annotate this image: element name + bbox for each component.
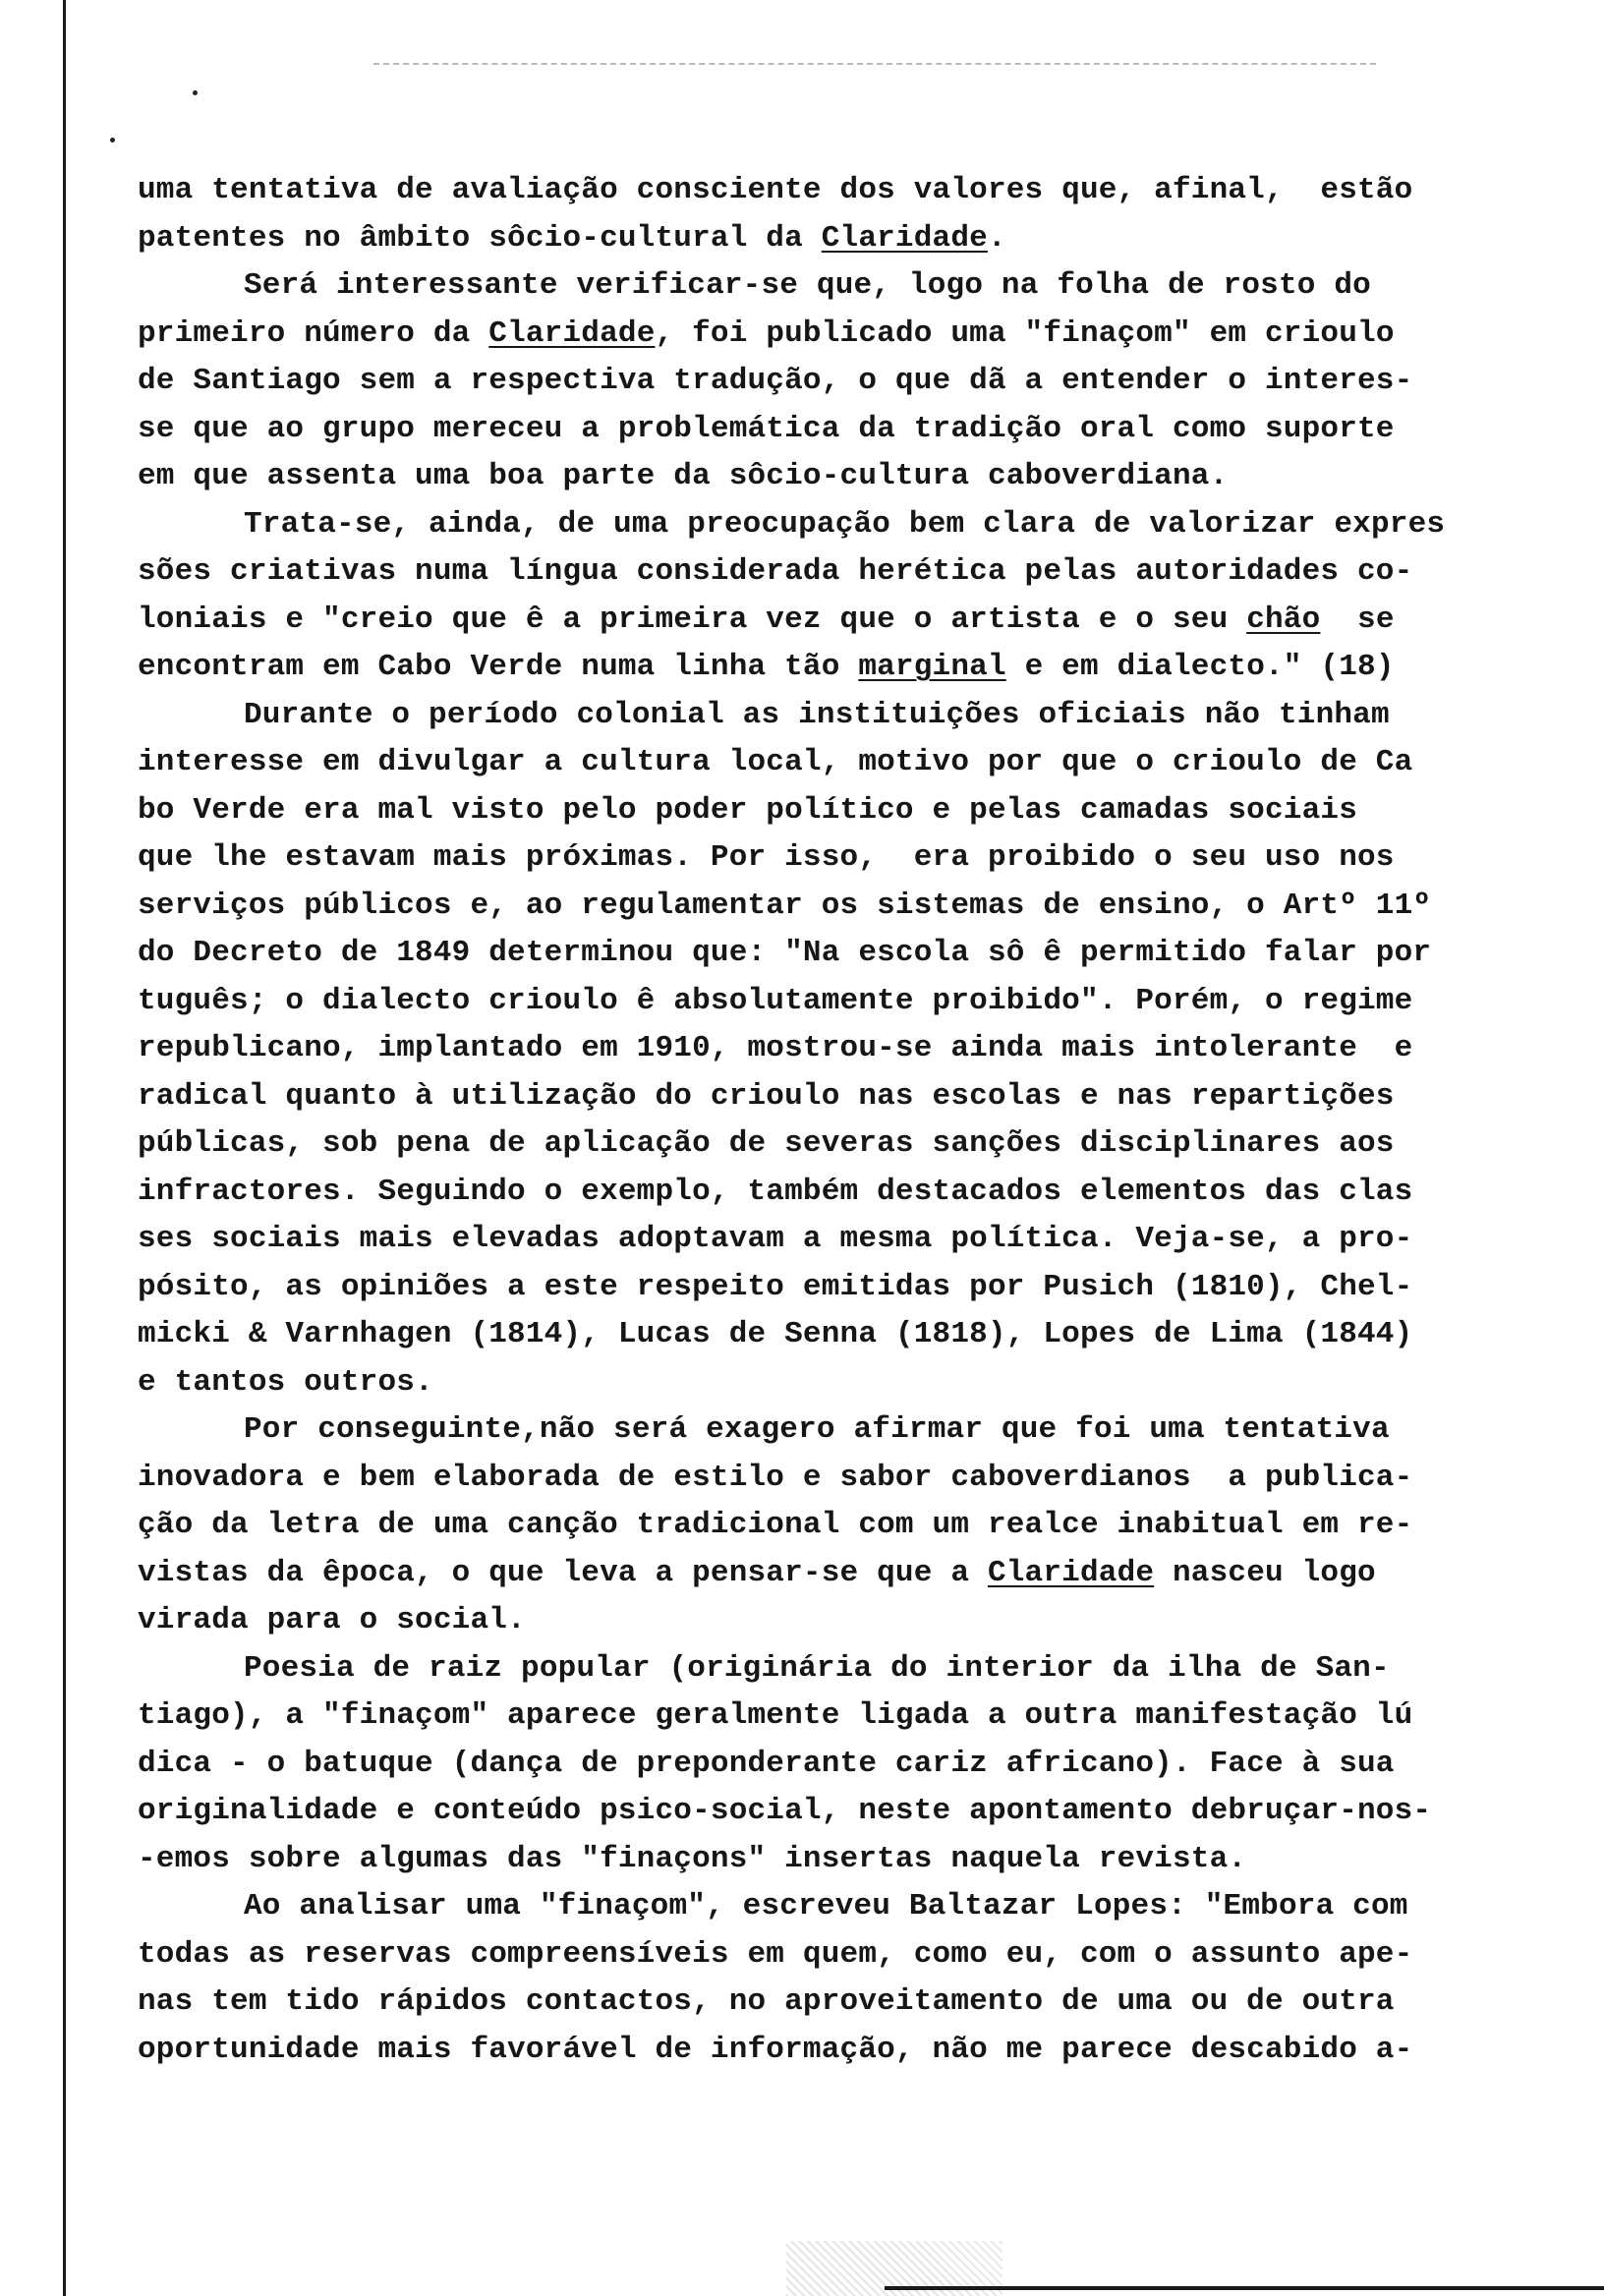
text-run: serviços públicos e, ao regulamentar os sistemas de ensino, o Artº 11º [138, 888, 1432, 923]
text-run: se que ao grupo mereceu a problemática da tradição oral como suporte [138, 411, 1395, 446]
text-run: pósito, as opiniões a este respeito emitidas por Pusich (1810), Chel- [138, 1269, 1413, 1304]
text-line [138, 262, 1543, 311]
text-line [138, 644, 1543, 692]
text-line [138, 1836, 1543, 1884]
text-line [138, 1406, 1543, 1455]
text-run: dica - o batuque (dança de preponderante cariz africano). Face à sua [138, 1746, 1395, 1781]
text-line [138, 215, 1543, 263]
text-line [138, 883, 1543, 931]
text-run: vistas da êpoca, o que leva a pensar-se que a [138, 1555, 988, 1590]
text-line [138, 597, 1543, 645]
text-run: Será interessante verificar-se que, logo na folha de rosto do [244, 268, 1371, 303]
text-run: uma tentativa de avaliação consciente dos valores que, afinal, estão [138, 173, 1413, 207]
text-line [138, 453, 1543, 501]
text-line [138, 1931, 1543, 1980]
text-line [138, 548, 1543, 597]
text-line [138, 1788, 1543, 1836]
underlined-term: marginal [858, 650, 1006, 684]
text-line [138, 834, 1543, 883]
scan-speck [193, 90, 198, 95]
text-run: de Santiago sem a respectiva tradução, o que dã a entender o interes- [138, 364, 1413, 398]
text-line [138, 1597, 1543, 1645]
underlined-term: chão [1246, 602, 1321, 637]
text-run: ses sociais mais elevadas adoptavam a mesma política. Veja-se, a pro- [138, 1222, 1413, 1256]
text-line [138, 1073, 1543, 1121]
text-line [138, 1216, 1543, 1264]
text-run: -emos sobre algumas das "finaçons" insertas naquela revista. [138, 1841, 1247, 1876]
text-run: encontram em Cabo Verde numa linha tão [138, 650, 859, 684]
text-run: ção da letra de uma canção tradicional com um realce inabitual em re- [138, 1508, 1413, 1542]
text-run: que lhe estavam mais próximas. Por isso, era proibido o seu uso nos [138, 840, 1395, 875]
text-run: sões criativas numa língua considerada herética pelas autoridades co- [138, 554, 1413, 589]
text-run: todas as reservas compreensíveis em quem, como eu, com o assunto ape- [138, 1936, 1413, 1972]
text-line [138, 692, 1543, 740]
text-run: loniais e "creio que ê a primeira vez que o artista e o seu [138, 602, 1247, 637]
text-run: Poesia de raiz popular (originária do interior da ilha de San- [244, 1650, 1390, 1686]
text-line [138, 167, 1543, 215]
text-run: se [1320, 602, 1395, 637]
text-line [138, 1502, 1543, 1550]
text-run: republicano, implantado em 1910, mostrou-se ainda mais intolerante e [138, 1031, 1413, 1065]
text-line [138, 1455, 1543, 1503]
text-run: tiago), a "finaçom" aparece geralmente ligada a outra manifestação lú [138, 1698, 1413, 1733]
text-run: primeiro número da [138, 316, 489, 351]
text-line [138, 1741, 1543, 1789]
text-line [138, 1979, 1543, 2027]
text-line [138, 1025, 1543, 1073]
underlined-term: Claridade [987, 1555, 1155, 1590]
text-run: inovadora e bem elaborada de estilo e sabor caboverdianos a publica- [138, 1460, 1413, 1495]
text-line [138, 1693, 1543, 1741]
text-line [138, 1311, 1543, 1359]
text-run: públicas, sob pena de aplicação de severas sanções disciplinares aos [138, 1126, 1395, 1161]
text-run: . [987, 220, 1006, 256]
text-line [138, 358, 1543, 406]
text-run: , foi publicado uma "finaçom" em crioulo [655, 316, 1395, 351]
text-run: Trata-se, ainda, de uma preocupação bem clara de valorizar expres [244, 506, 1446, 542]
text-line [138, 2027, 1543, 2075]
text-run: bo Verde era mal visto pelo poder político e pelas camadas sociais [138, 792, 1357, 828]
text-line [138, 1169, 1543, 1217]
text-line [138, 1883, 1543, 1931]
text-run: em que assenta uma boa parte da sôcio-cultura caboverdiana. [138, 459, 1229, 493]
scan-noise [786, 2241, 1002, 2296]
text-line [138, 1550, 1543, 1598]
text-run: Durante o período colonial as instituições oficiais não tinham [244, 697, 1390, 732]
text-run: virada para o social. [138, 1603, 526, 1637]
text-run: oportunidade mais favorável de informação, não me parece descabido a- [138, 2032, 1413, 2067]
text-run: Ao analisar uma "finaçom", escreveu Baltazar Lopes: "Embora com [244, 1889, 1408, 1923]
text-run: e em dialecto." (18) [1005, 650, 1395, 684]
text-line [138, 406, 1543, 454]
text-run: patentes no âmbito sôcio-cultural da [138, 220, 822, 256]
underlined-term: Claridade [488, 316, 656, 351]
text-line [138, 1120, 1543, 1169]
scan-speck [110, 138, 115, 143]
text-run: infractores. Seguindo o exemplo, também destacados elementos das clas [138, 1174, 1413, 1209]
text-run: nasceu logo [1154, 1555, 1376, 1590]
text-line [138, 501, 1543, 549]
text-line [138, 930, 1543, 978]
underlined-term: Claridade [821, 220, 988, 256]
text-run: originalidade e conteúdo psico-social, neste apontamento debruçar-nos- [138, 1794, 1432, 1828]
text-run: nas tem tido rápidos contactos, no aproveitamento de uma ou de outra [138, 1984, 1395, 2019]
text-line [138, 1359, 1543, 1407]
text-line [138, 978, 1543, 1026]
text-line [138, 787, 1543, 835]
scan-artifact-top [373, 63, 1376, 73]
body-text [138, 167, 1543, 2074]
text-run: micki & Varnhagen (1814), Lucas de Senna (1818), Lopes de Lima (1844) [138, 1317, 1413, 1351]
text-run: e tantos outros. [138, 1364, 433, 1400]
text-run: Por conseguinte,não será exagero afirmar que foi uma tentativa [244, 1412, 1390, 1447]
text-run: interesse em divulgar a cultura local, motivo por que o crioulo de Ca [138, 745, 1413, 779]
text-line [138, 1645, 1543, 1693]
text-line [138, 1264, 1543, 1312]
left-page-edge [63, 0, 66, 2296]
text-line [138, 311, 1543, 359]
text-run: tuguês; o dialecto crioulo ê absolutamente proibido". Porém, o regime [138, 983, 1413, 1018]
text-run: radical quanto à utilização do crioulo nas escolas e nas repartições [138, 1078, 1395, 1114]
text-line [138, 739, 1543, 787]
text-run: do Decreto de 1849 determinou que: "Na escola sô ê permitido falar por [138, 936, 1432, 970]
